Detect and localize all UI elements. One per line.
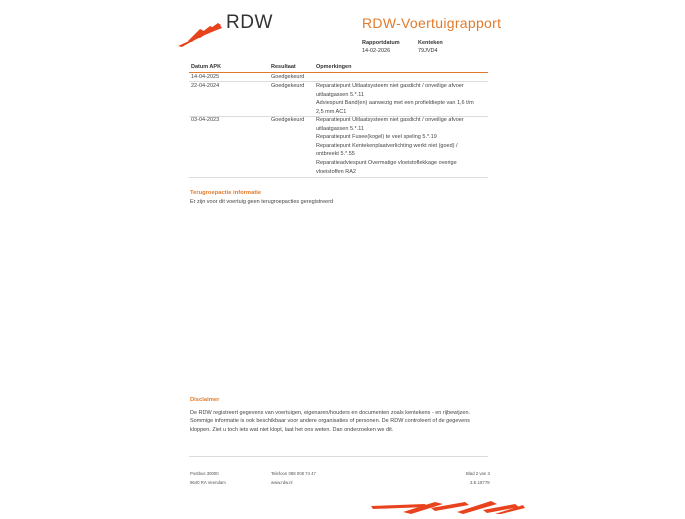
terugroep-title: Terugroepactie informatie xyxy=(190,190,262,196)
header-divider xyxy=(189,72,488,73)
remark-line: Reparatiepunt Uitlaatsysteem niet gasdicht / onveilige afvoer xyxy=(316,83,464,89)
remark-line: Reparatiepunt Uitlaatsysteem niet gasdicht / onveilige afvoer xyxy=(316,117,464,123)
kenteken-value: 79JVD4 xyxy=(418,48,438,54)
table-row-3-result: Goedgekeurd xyxy=(271,117,305,123)
remark-line: uitlaatgassen 5.*.11 xyxy=(316,125,364,132)
table-row-2-result: Goedgekeurd xyxy=(271,83,305,89)
disclaimer-title: Disclaimer xyxy=(190,397,220,403)
disclaimer-line: kloppen. Ziet u toch iets wat niet klopt, laat het ons weten. Dan onderzoeken we dit. xyxy=(190,426,394,433)
disclaimer-divider xyxy=(189,456,488,457)
terugroep-text: Er zijn voor dit voertuig geen terugroepacties geregistreerd xyxy=(190,199,334,205)
disclaimer-line: Sommige informatie is ook beschikbaar voor andere organisaties of personen. De RDW controleert of de gegevens xyxy=(190,418,471,425)
disclaimer-text xyxy=(190,409,490,434)
remark-line: Reparatieadviespunt Overmatige vloeistoflekkage overige xyxy=(316,159,457,166)
table-row-2-date: 22-04-2024 xyxy=(191,83,220,89)
col-header-resultaat: Resultaat xyxy=(271,64,296,70)
rapportdatum-label: Rapportdatum xyxy=(362,40,400,46)
footer-address-2: 9640 RA Veendam xyxy=(190,480,226,485)
footer-code: 3.E.18778 xyxy=(470,480,490,485)
rapportdatum-value: 14-02-2026 xyxy=(362,48,391,54)
remark-line: ontbreekt 5.*.55 xyxy=(316,151,355,158)
remark-line: Reparatiepunt Fusee(kogel) te veel speling 5.*.19 xyxy=(316,134,437,141)
col-header-opmerkingen: Opmerkingen xyxy=(316,64,352,70)
remark-line: uitlaatgassen 5.*.11 xyxy=(316,91,364,98)
footer-phone: Telefoon 088 008 74 47 xyxy=(271,471,316,476)
remark-line: Adviespunt Band(en) aanwezig met een profieldiepte van 1,6 t/m xyxy=(316,100,474,107)
stripes-icon xyxy=(365,496,525,514)
logo-text: RDW xyxy=(226,12,273,33)
table-row-2-remarks xyxy=(316,82,488,116)
footer-stripes-decoration xyxy=(365,496,525,514)
footer-web: www.rdw.nl xyxy=(271,480,293,485)
remark-line: vloeistoffen RA2 xyxy=(316,168,356,175)
footer-address-1: Postbus 30000 xyxy=(190,471,219,476)
remark-line: 2,5 mm AC1 xyxy=(316,108,347,115)
table-bottom-divider xyxy=(189,177,488,178)
col-header-datum: Datum APK xyxy=(191,64,222,70)
table-row-1-result: Goedgekeurd xyxy=(271,74,305,80)
disclaimer-line: De RDW registreert gegevens van voertuigen, eigenaren/houders en documenten zoals kentekens - en rijbewijzen. xyxy=(190,410,471,416)
page-title: RDW-Voertuigrapport xyxy=(362,15,502,31)
rdw-logo xyxy=(176,22,224,48)
kenteken-label: Kenteken xyxy=(418,40,443,46)
footer-page: Blad 2 van 3 xyxy=(466,471,490,476)
rdw-logo-icon xyxy=(176,22,224,48)
table-row-1-date: 14-04-2025 xyxy=(191,74,220,80)
table-row-3-remarks xyxy=(316,116,488,176)
remark-line: Reparatiepunt Kentekenplaatverlichting werkt niet (goed) / xyxy=(316,142,458,149)
table-row-3-date: 03-04-2023 xyxy=(191,117,220,123)
